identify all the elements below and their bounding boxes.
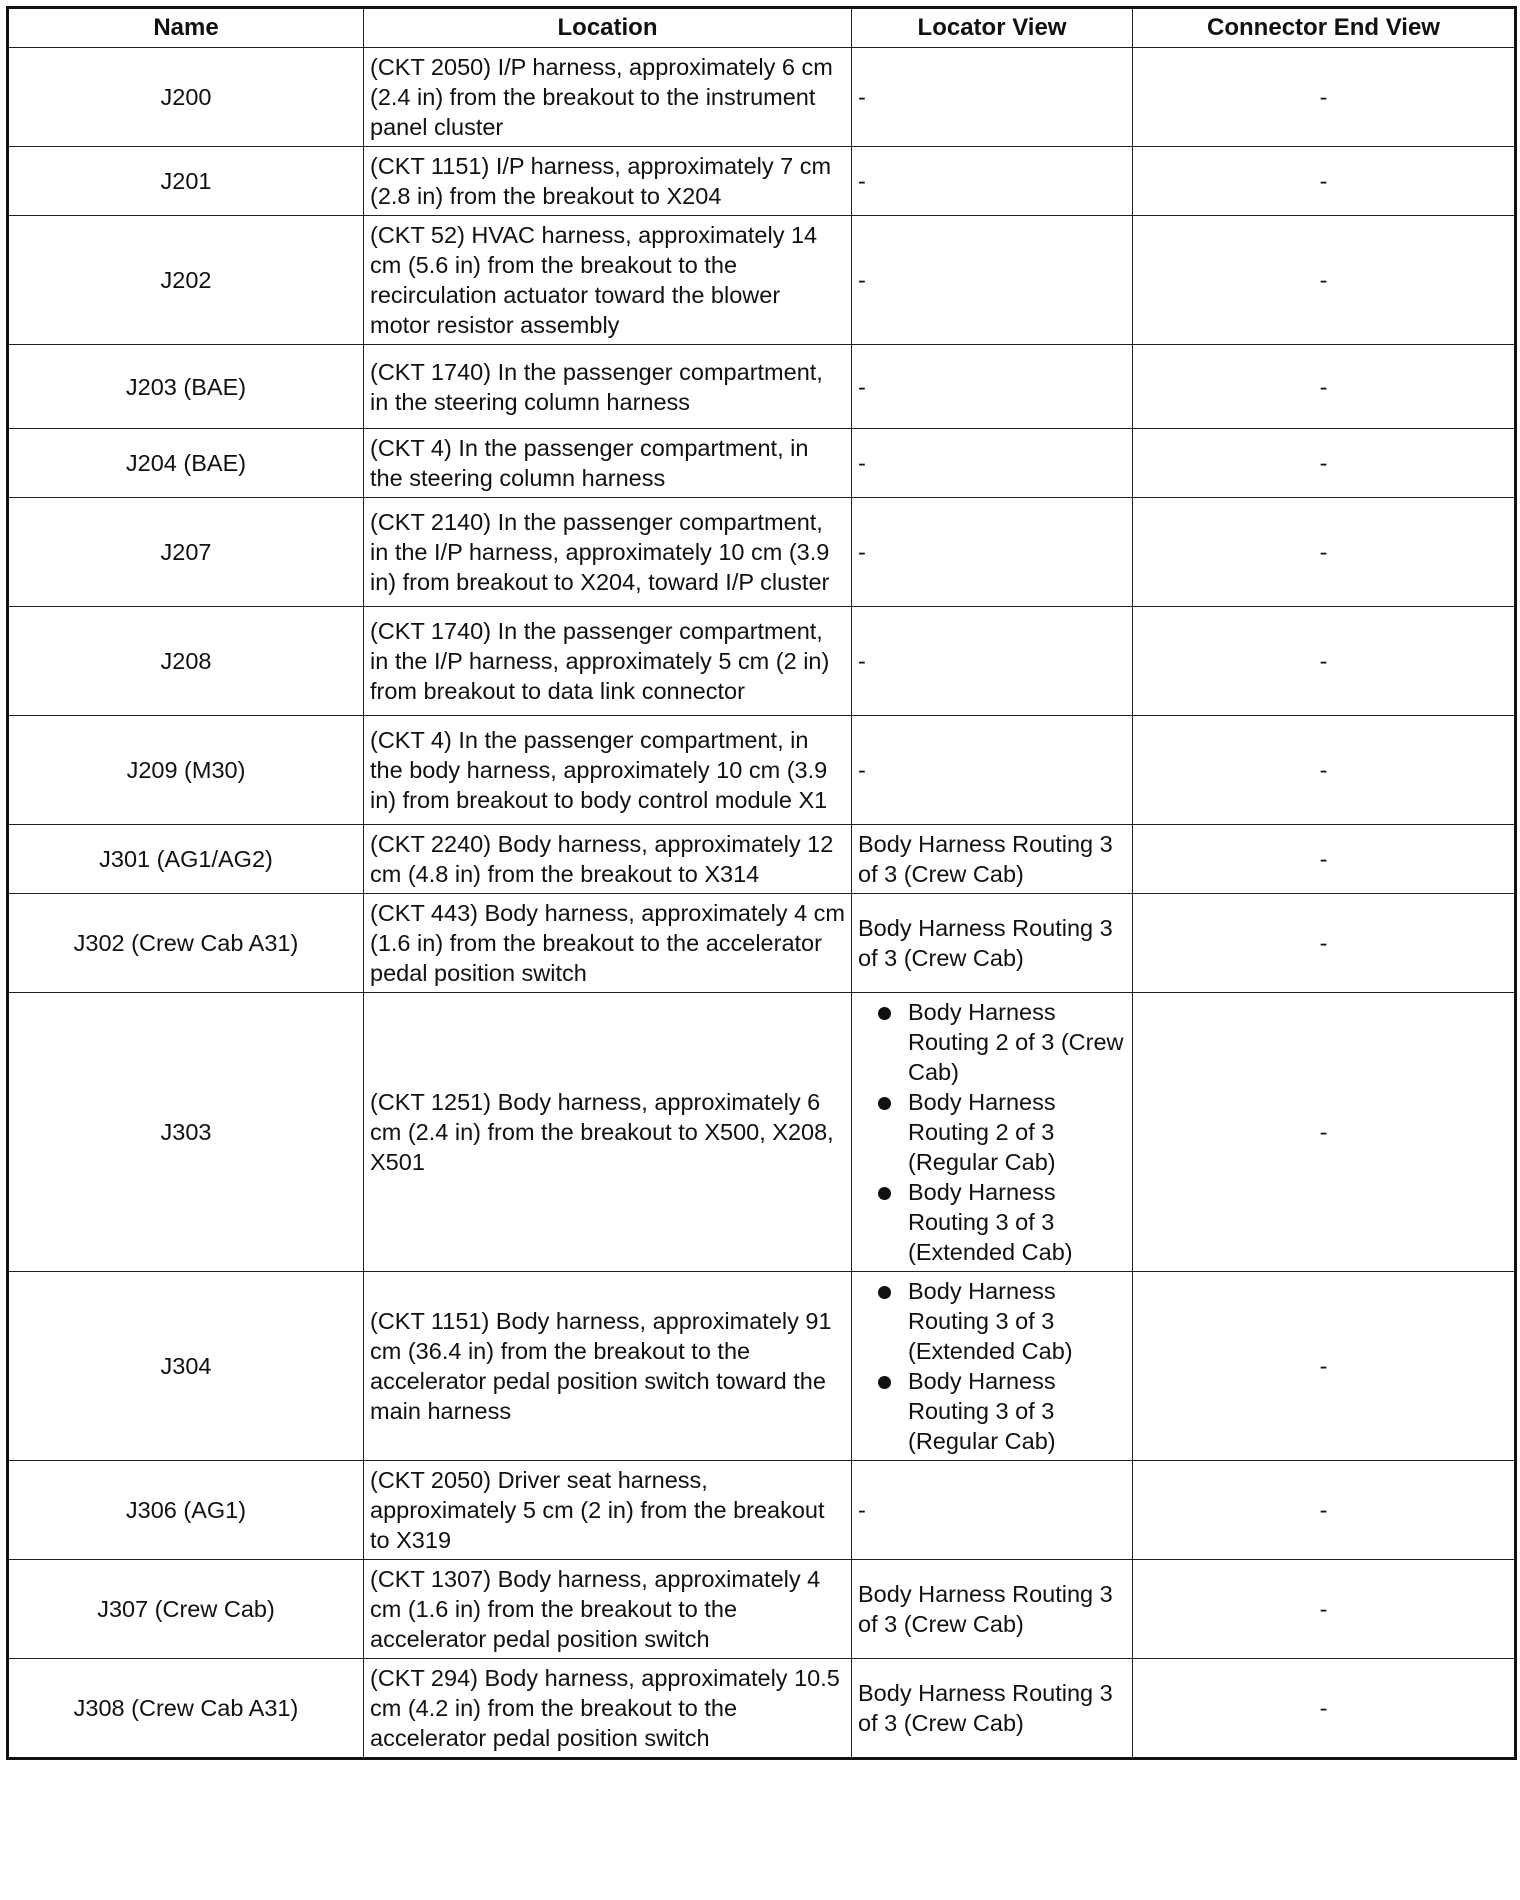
splice-name-cell: J302 (Crew Cab A31) <box>8 894 364 993</box>
locator-view-text: Body Harness Routing 3 of 3 (Regular Cab) <box>908 1368 1056 1454</box>
locator-view-text: Body Harness Routing 3 of 3 (Extended Cab) <box>908 1278 1073 1364</box>
connector-end-view-cell: - <box>1133 607 1516 716</box>
connector-end-view-cell: - <box>1133 48 1516 147</box>
locator-view-cell <box>852 993 1133 1272</box>
splice-name-cell: J209 (M30) <box>8 716 364 825</box>
connector-end-view-cell: - <box>1133 1659 1516 1759</box>
table-row <box>8 1272 1516 1461</box>
location-cell: (CKT 1151) I/P harness, approximately 7 cm (2.8 in) from the breakout to X204 <box>364 147 852 216</box>
header-locator-view: Locator View <box>852 8 1133 48</box>
splice-name-cell: J301 (AG1/AG2) <box>8 825 364 894</box>
table-row <box>8 429 1516 498</box>
bullet-icon <box>878 1097 891 1110</box>
location-cell: (CKT 2140) In the passenger compartment, in the I/P harness, approximately 10 cm (3.9 in) from breakout to X204, toward I/P cluster <box>364 498 852 607</box>
header-name: Name <box>8 8 364 48</box>
locator-view-cell <box>852 48 1133 147</box>
splice-name-cell: J304 <box>8 1272 364 1461</box>
splice-location-table-sheet <box>6 6 1514 1760</box>
locator-view-list-item <box>858 1366 1126 1456</box>
locator-view-text: Body Harness Routing 3 of 3 (Extended Cab) <box>908 1179 1073 1265</box>
connector-end-view-cell: - <box>1133 429 1516 498</box>
locator-view-text: Body Harness Routing 3 of 3 (Crew Cab) <box>858 831 1113 887</box>
splice-name-cell: J200 <box>8 48 364 147</box>
location-cell: (CKT 2240) Body harness, approximately 12 cm (4.8 in) from the breakout to X314 <box>364 825 852 894</box>
table-row <box>8 48 1516 147</box>
locator-view-text: Body Harness Routing 3 of 3 (Crew Cab) <box>858 1680 1113 1736</box>
locator-view-cell <box>852 1560 1133 1659</box>
locator-view-cell <box>852 1659 1133 1759</box>
locator-view-cell <box>852 607 1133 716</box>
locator-view-list <box>858 997 1126 1267</box>
location-cell: (CKT 4) In the passenger compartment, in the body harness, approximately 10 cm (3.9 in) from breakout to body control module X1 <box>364 716 852 825</box>
table-row <box>8 1560 1516 1659</box>
locator-view-cell <box>852 716 1133 825</box>
locator-view-list-item <box>858 1087 1126 1177</box>
locator-view-cell <box>852 825 1133 894</box>
locator-view-cell <box>852 1461 1133 1560</box>
locator-view-list-item <box>858 997 1126 1087</box>
locator-view-text: - <box>858 648 866 674</box>
table-body <box>8 48 1516 1759</box>
header-location: Location <box>364 8 852 48</box>
locator-view-cell <box>852 147 1133 216</box>
locator-view-cell <box>852 216 1133 345</box>
locator-view-cell <box>852 894 1133 993</box>
connector-end-view-cell: - <box>1133 993 1516 1272</box>
location-cell: (CKT 2050) I/P harness, approximately 6 cm (2.4 in) from the breakout to the instrument panel cluster <box>364 48 852 147</box>
location-cell: (CKT 1307) Body harness, approximately 4 cm (1.6 in) from the breakout to the accelerator pedal position switch <box>364 1560 852 1659</box>
locator-view-text: Body Harness Routing 2 of 3 (Crew Cab) <box>908 999 1124 1085</box>
locator-view-text: - <box>858 1497 866 1523</box>
locator-view-cell <box>852 345 1133 429</box>
splice-name-cell: J201 <box>8 147 364 216</box>
location-cell: (CKT 443) Body harness, approximately 4 cm (1.6 in) from the breakout to the accelerator pedal position switch <box>364 894 852 993</box>
bullet-icon <box>878 1286 891 1299</box>
locator-view-list <box>858 1276 1126 1456</box>
splice-name-cell: J203 (BAE) <box>8 345 364 429</box>
splice-name-cell: J207 <box>8 498 364 607</box>
locator-view-text: - <box>858 373 866 400</box>
connector-end-view-cell: - <box>1133 345 1516 429</box>
locator-view-text: Body Harness Routing 3 of 3 (Crew Cab) <box>858 1581 1113 1637</box>
header-row <box>8 8 1516 48</box>
table-row <box>8 1461 1516 1560</box>
locator-view-text: - <box>858 267 866 293</box>
table-row <box>8 894 1516 993</box>
locator-view-text: - <box>858 539 866 565</box>
table-row <box>8 825 1516 894</box>
connector-end-view-cell: - <box>1133 1461 1516 1560</box>
connector-end-view-cell: - <box>1133 894 1516 993</box>
locator-view-cell <box>852 498 1133 607</box>
splice-name-cell: J204 (BAE) <box>8 429 364 498</box>
location-cell: (CKT 1740) In the passenger compartment, in the I/P harness, approximately 5 cm (2 in) from breakout to data link connector <box>364 607 852 716</box>
locator-view-cell <box>852 429 1133 498</box>
locator-view-cell <box>852 1272 1133 1461</box>
table-row <box>8 993 1516 1272</box>
bullet-icon <box>878 1187 891 1200</box>
splice-name-cell: J308 (Crew Cab A31) <box>8 1659 364 1759</box>
location-cell: (CKT 1251) Body harness, approximately 6 cm (2.4 in) from the breakout to X500, X208, X501 <box>364 993 852 1272</box>
connector-end-view-cell: - <box>1133 825 1516 894</box>
location-cell: (CKT 1740) In the passenger compartment, in the steering column harness <box>364 345 852 429</box>
splice-name-cell: J307 (Crew Cab) <box>8 1560 364 1659</box>
table-row <box>8 498 1516 607</box>
locator-view-text: - <box>858 757 866 783</box>
splice-name-cell: J208 <box>8 607 364 716</box>
locator-view-text: Body Harness Routing 3 of 3 (Crew Cab) <box>858 915 1113 971</box>
splice-name-cell: J306 (AG1) <box>8 1461 364 1560</box>
header-connector-end-view: Connector End View <box>1133 8 1516 48</box>
splice-name-cell: J303 <box>8 993 364 1272</box>
locator-view-text: - <box>858 168 866 194</box>
table-row <box>8 345 1516 429</box>
locator-view-text: Body Harness Routing 2 of 3 (Regular Cab) <box>908 1089 1056 1175</box>
table-row <box>8 607 1516 716</box>
splice-location-table <box>6 6 1517 1760</box>
connector-end-view-cell: - <box>1133 1560 1516 1659</box>
location-cell: (CKT 52) HVAC harness, approximately 14 cm (5.6 in) from the breakout to the recirculation actuator toward the blower motor resistor assembly <box>364 216 852 345</box>
location-cell: (CKT 1151) Body harness, approximately 91 cm (36.4 in) from the breakout to the accelerator pedal position switch toward the main harness <box>364 1272 852 1461</box>
connector-end-view-cell: - <box>1133 216 1516 345</box>
locator-view-list-item <box>858 1177 1126 1267</box>
locator-view-list-item <box>858 1276 1126 1366</box>
location-cell: (CKT 294) Body harness, approximately 10.5 cm (4.2 in) from the breakout to the accelerator pedal position switch <box>364 1659 852 1759</box>
table-row <box>8 1659 1516 1759</box>
locator-view-text: - <box>858 84 866 110</box>
table-row <box>8 716 1516 825</box>
connector-end-view-cell: - <box>1133 716 1516 825</box>
locator-view-text: - <box>858 450 866 476</box>
connector-end-view-cell: - <box>1133 147 1516 216</box>
connector-end-view-cell: - <box>1133 1272 1516 1461</box>
connector-end-view-cell: - <box>1133 498 1516 607</box>
bullet-icon <box>878 1376 891 1389</box>
splice-name-cell: J202 <box>8 216 364 345</box>
table-row <box>8 147 1516 216</box>
location-cell: (CKT 4) In the passenger compartment, in the steering column harness <box>364 429 852 498</box>
bullet-icon <box>878 1007 891 1020</box>
table-row <box>8 216 1516 345</box>
location-cell: (CKT 2050) Driver seat harness, approximately 5 cm (2 in) from the breakout to X319 <box>364 1461 852 1560</box>
